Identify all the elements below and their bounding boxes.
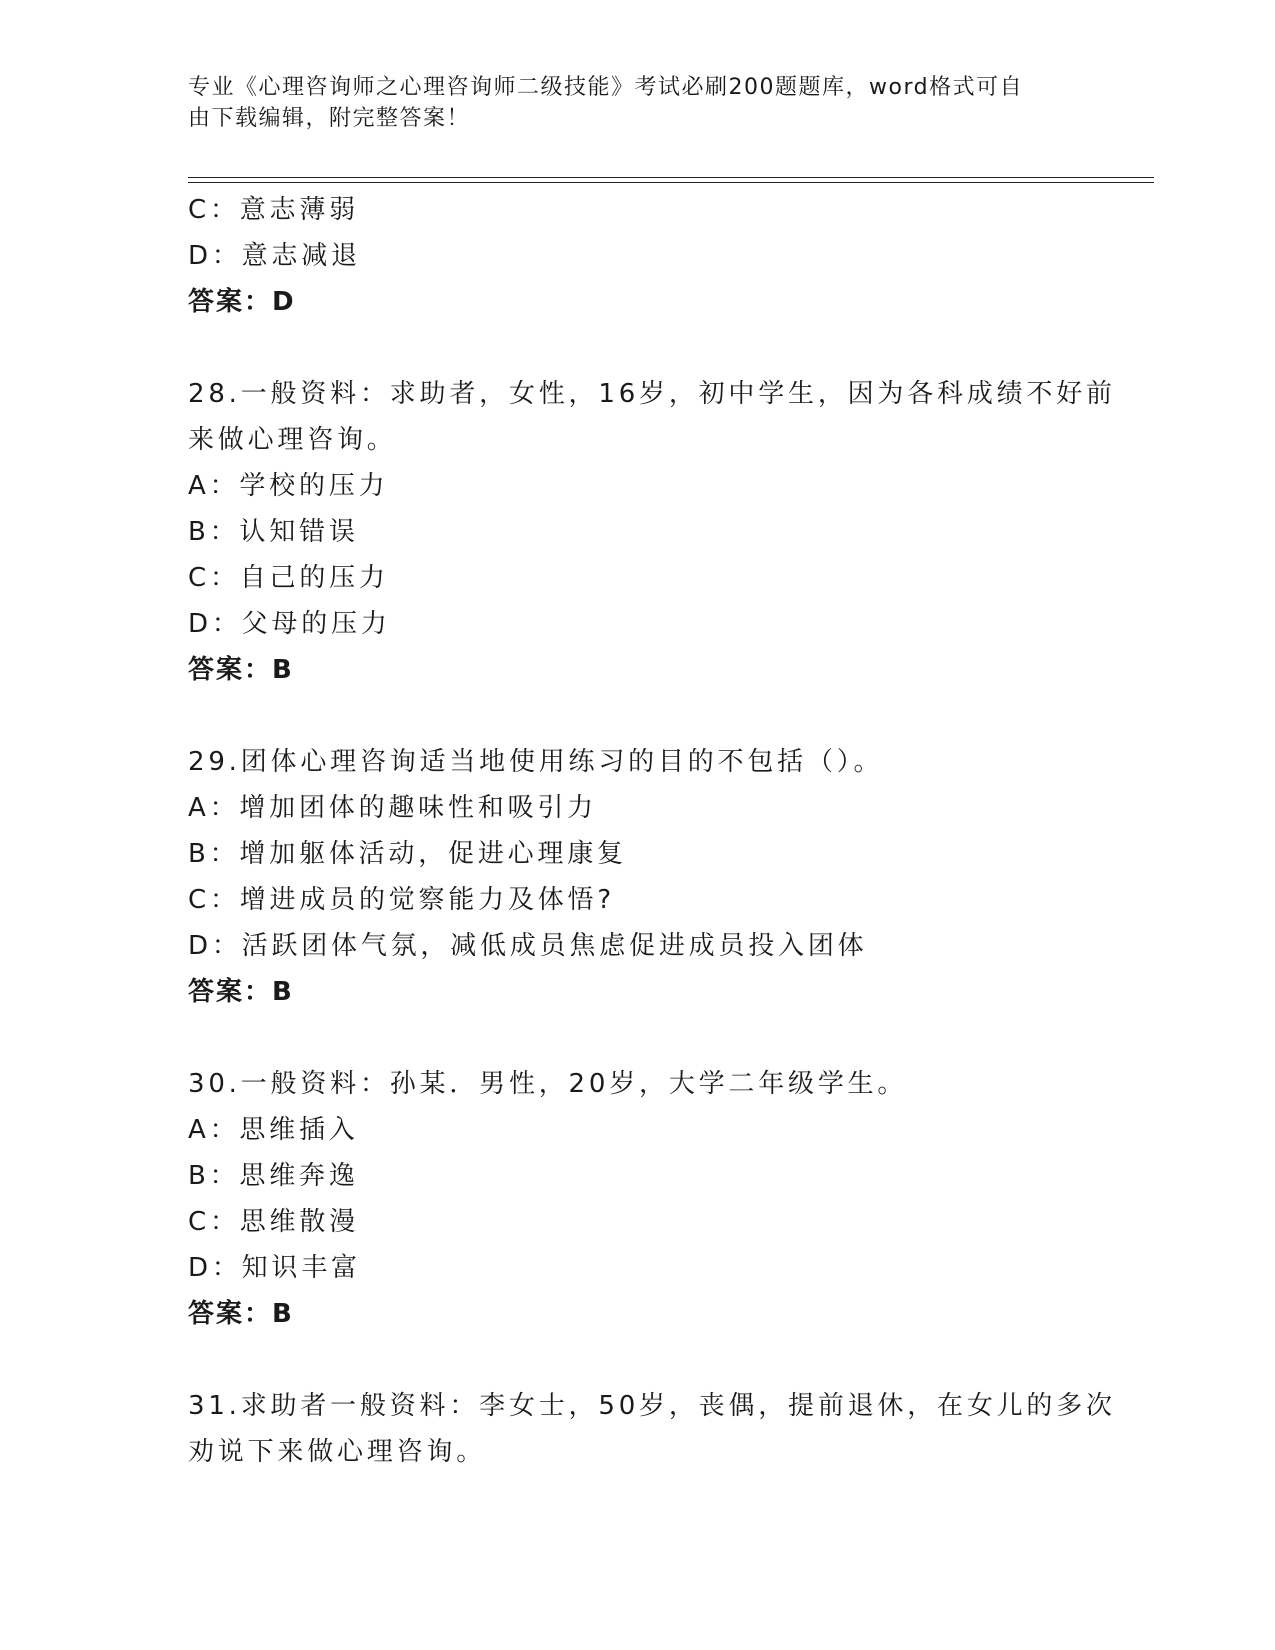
question-27-tail bbox=[188, 187, 1148, 325]
option-line: D：活跃团体气氛，减低成员焦虑促进成员投入团体 bbox=[188, 931, 868, 961]
spacer bbox=[188, 325, 1148, 371]
document-header bbox=[188, 72, 1078, 134]
question-stem-line: 29.团体心理咨询适当地使用练习的目的不包括（）。 bbox=[188, 747, 884, 777]
spacer bbox=[188, 1337, 1148, 1383]
question-30 bbox=[188, 1061, 1148, 1337]
header-line-1: 专业《心理咨询师之心理咨询师二级技能》考试必刷200题题库，word格式可自 bbox=[188, 75, 1024, 100]
question-31 bbox=[188, 1383, 1148, 1475]
spacer bbox=[188, 1015, 1148, 1061]
header-line-2: 由下载编辑，附完整答案！ bbox=[188, 106, 471, 131]
question-stem-line: 31.求助者一般资料：李女士，50岁，丧偶，提前退休，在女儿的多次 bbox=[188, 1391, 1116, 1421]
option-line: C：思维散漫 bbox=[188, 1207, 359, 1237]
option-line: C：意志薄弱 bbox=[188, 195, 359, 225]
question-29 bbox=[188, 739, 1148, 1015]
answer-line: 答案：B bbox=[188, 655, 294, 685]
answer-line: 答案：B bbox=[188, 1299, 294, 1329]
option-line: B：认知错误 bbox=[188, 517, 359, 547]
question-stem-line: 30.一般资料：孙某．男性，20岁，大学二年级学生。 bbox=[188, 1069, 908, 1099]
header-divider-top bbox=[188, 177, 1154, 178]
answer-line: 答案：D bbox=[188, 287, 296, 317]
answer-line: 答案：B bbox=[188, 977, 294, 1007]
question-stem-line: 28.一般资料：求助者，女性，16岁，初中学生，因为各科成绩不好前 bbox=[188, 379, 1116, 409]
question-stem-line: 来做心理咨询。 bbox=[188, 425, 397, 455]
option-line: A：学校的压力 bbox=[188, 471, 389, 501]
question-stem-line: 劝说下来做心理咨询。 bbox=[188, 1437, 487, 1467]
option-line: D：知识丰富 bbox=[188, 1253, 361, 1283]
option-line: A：思维插入 bbox=[188, 1115, 359, 1145]
option-line: B：思维奔逸 bbox=[188, 1161, 359, 1191]
option-line: A：增加团体的趣味性和吸引力 bbox=[188, 793, 597, 823]
document-body bbox=[188, 187, 1148, 1475]
option-line: C：自己的压力 bbox=[188, 563, 389, 593]
option-line: B：增加躯体活动，促进心理康复 bbox=[188, 839, 627, 869]
option-line: D：父母的压力 bbox=[188, 609, 391, 639]
header-divider-bottom bbox=[188, 182, 1154, 183]
spacer bbox=[188, 693, 1148, 739]
question-28 bbox=[188, 371, 1148, 693]
option-line: C：增进成员的觉察能力及体悟? bbox=[188, 885, 615, 915]
option-line: D：意志减退 bbox=[188, 241, 361, 271]
